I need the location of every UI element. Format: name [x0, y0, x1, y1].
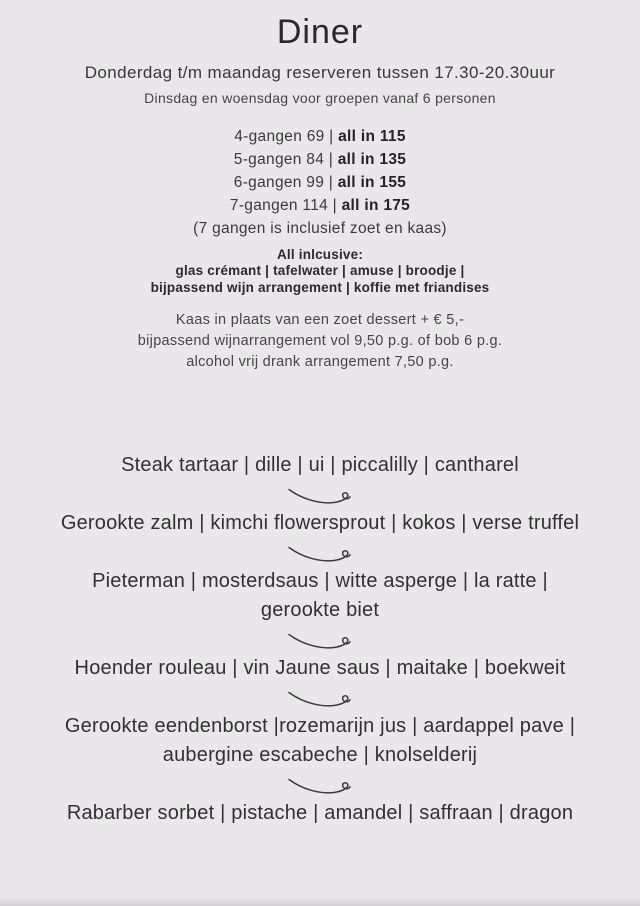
pricing-all-in: all in 175 — [341, 196, 411, 214]
flourish-divider-icon — [0, 683, 640, 712]
page-title: Diner — [276, 13, 364, 51]
course-line: Steak tartaar | dille | ui | piccalilly | cantharel — [121, 454, 519, 477]
pricing-all-in: all in 135 — [337, 150, 407, 168]
pricing-all-in: all in 115 — [338, 127, 406, 145]
all-inclusive-heading: All inlcusive: — [276, 246, 364, 262]
all-inclusive-line: bijpassend wijn arrangement | koffie met friandises — [150, 279, 490, 295]
course-list — [0, 451, 640, 828]
course-item — [0, 451, 640, 480]
course-line: Gerookte eendenborst |rozemarijn jus | aardappel pave | — [64, 715, 576, 738]
course-item — [0, 712, 640, 770]
course-line: Pieterman | mosterdsaus | witte asperge | la ratte | — [92, 570, 548, 593]
all-inclusive-line: glas crémant | tafelwater | amuse | broodje | — [175, 263, 465, 279]
pricing-row-label: 4-gangen 69 | — [234, 127, 334, 145]
note-line: alcohol vrij drank arrangement 7,50 p.g. — [186, 354, 454, 371]
all-inclusive-section — [0, 247, 640, 297]
course-line: Hoender rouleau | vin Jaune saus | maitake | boekweit — [74, 657, 566, 680]
flourish-divider-icon — [0, 480, 640, 509]
course-item — [0, 567, 640, 625]
pricing-row — [0, 148, 640, 171]
group-reservation-note: Dinsdag en woensdag voor groepen vanaf 6 personen — [144, 89, 496, 106]
flourish-divider-icon — [0, 538, 640, 567]
pricing-row — [0, 194, 640, 217]
course-item — [0, 654, 640, 683]
course-line: aubergine escabeche | knolselderij — [162, 744, 478, 767]
pricing-note: (7 gangen is inclusief zoet en kaas) — [193, 219, 447, 237]
flourish-divider-icon — [0, 625, 640, 654]
note-line: Kaas in plaats van een zoet dessert + € 5,- — [175, 312, 465, 329]
page-bottom-shadow — [0, 894, 640, 906]
reservation-hours: Donderdag t/m maandag reserveren tussen 17.30-20.30uur — [84, 62, 556, 82]
pricing-row — [0, 125, 640, 148]
pricing-all-in: all in 155 — [337, 173, 407, 191]
flourish-divider-icon — [0, 770, 640, 799]
pricing-row-label: 5-gangen 84 | — [233, 150, 334, 168]
notes-section — [0, 310, 640, 373]
course-line: Gerookte zalm | kimchi flowersprout | kokos | verse truffel — [60, 512, 580, 535]
pricing-list — [0, 125, 640, 240]
pricing-row-label: 6-gangen 99 | — [233, 173, 334, 191]
course-line: gerookte biet — [260, 599, 380, 622]
pricing-row — [0, 171, 640, 194]
course-line: Rabarber sorbet | pistache | amandel | saffraan | dragon — [66, 802, 574, 825]
course-item — [0, 799, 640, 828]
course-item — [0, 509, 640, 538]
note-line: bijpassend wijnarrangement vol 9,50 p.g. of bob 6 p.g. — [137, 333, 503, 350]
pricing-row-label: 7-gangen 114 | — [229, 196, 337, 214]
